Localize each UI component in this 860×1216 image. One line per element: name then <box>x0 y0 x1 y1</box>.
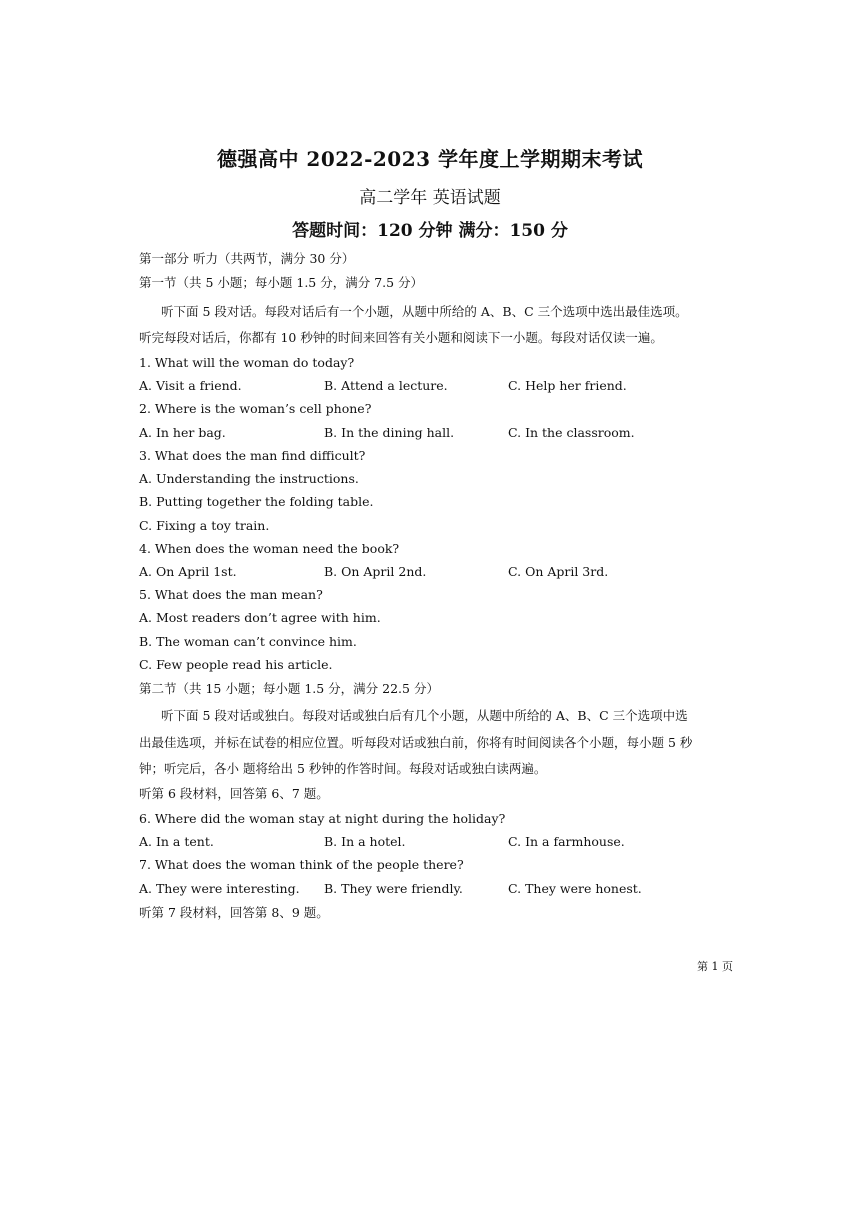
material-6-heading: 听第 6 段材料，回答第 6、7 题。 <box>139 786 329 801</box>
question-3-option-a: A. Understanding the instructions. <box>139 471 359 486</box>
option-c: C. In the classroom. <box>508 425 635 440</box>
question-2: 2. Where is the woman’s cell phone? <box>139 401 372 416</box>
option-c: C. They were honest. <box>508 881 642 896</box>
question-5-option-c: C. Few people read his article. <box>139 657 333 672</box>
part1-heading: 第一部分 听力（共两节，满分 30 分） <box>139 251 355 266</box>
option-c: C. In a farmhouse. <box>508 834 625 849</box>
question-4: 4. When does the woman need the book? <box>139 541 400 556</box>
section1-heading: 第一节（共 5 小题；每小题 1.5 分，满分 7.5 分） <box>139 275 424 290</box>
option-c: C. Help her friend. <box>508 378 627 393</box>
option-a: A. On April 1st. <box>139 564 237 579</box>
question-7: 7. What does the woman think of the people there? <box>139 857 464 872</box>
question-3-option-b: B. Putting together the folding table. <box>139 494 374 509</box>
option-b: B. In the dining hall. <box>324 425 455 440</box>
question-5-option-a: A. Most readers don’t agree with him. <box>139 610 381 625</box>
section2-instructions-2: 出最佳选项，并标在试卷的相应位置。听每段对话或独白前，你将有时间阅读各个小题，每小题 5 秒 <box>139 735 693 750</box>
section2-instructions-1: 听下面 5 段对话或独白。每段对话或独白后有几个小题，从题中所给的 A、B、C 三个选项中选 <box>161 708 688 723</box>
question-5: 5. What does the man mean? <box>139 587 323 602</box>
material-7-heading: 听第 7 段材料，回答第 8、9 题。 <box>139 905 329 920</box>
option-a: A. Visit a friend. <box>139 378 242 393</box>
section2-instructions-3: 钟；听完后，各小 题将给出 5 秒钟的作答时间。每段对话或独白读两遍。 <box>139 761 547 776</box>
option-a: A. They were interesting. <box>139 881 300 896</box>
exam-title: 德强高中 2022-2023 学年度上学期期末考试 <box>216 147 644 171</box>
question-3: 3. What does the man find difficult? <box>139 448 366 463</box>
question-1: 1. What will the woman do today? <box>139 355 355 370</box>
question-5-option-b: B. The woman can’t convince him. <box>139 634 357 649</box>
option-b: B. On April 2nd. <box>324 564 427 579</box>
exam-subtitle: 高二学年 英语试题 <box>359 188 501 208</box>
section1-instructions-2: 听完每段对话后，你都有 10 秒钟的时间来回答有关小题和阅读下一小题。每段对话仅读一遍。 <box>139 330 663 345</box>
exam-timing: 答题时间：120 分钟 满分：150 分 <box>292 221 568 241</box>
option-c: C. On April 3rd. <box>508 564 609 579</box>
option-b: B. They were friendly. <box>324 881 463 896</box>
question-6: 6. Where did the woman stay at night during the holiday? <box>139 811 506 826</box>
option-a: A. In a tent. <box>139 834 214 849</box>
option-b: B. In a hotel. <box>324 834 406 849</box>
option-b: B. Attend a lecture. <box>324 378 448 393</box>
option-a: A. In her bag. <box>139 425 226 440</box>
question-3-option-c: C. Fixing a toy train. <box>139 518 270 533</box>
section1-instructions-1: 听下面 5 段对话。每段对话后有一个小题，从题中所给的 A、B、C 三个选项中选出最佳选项。 <box>161 304 688 319</box>
section2-heading: 第二节（共 15 小题；每小题 1.5 分，满分 22.5 分） <box>139 681 439 696</box>
page-number: 第 1 页 <box>697 960 733 973</box>
